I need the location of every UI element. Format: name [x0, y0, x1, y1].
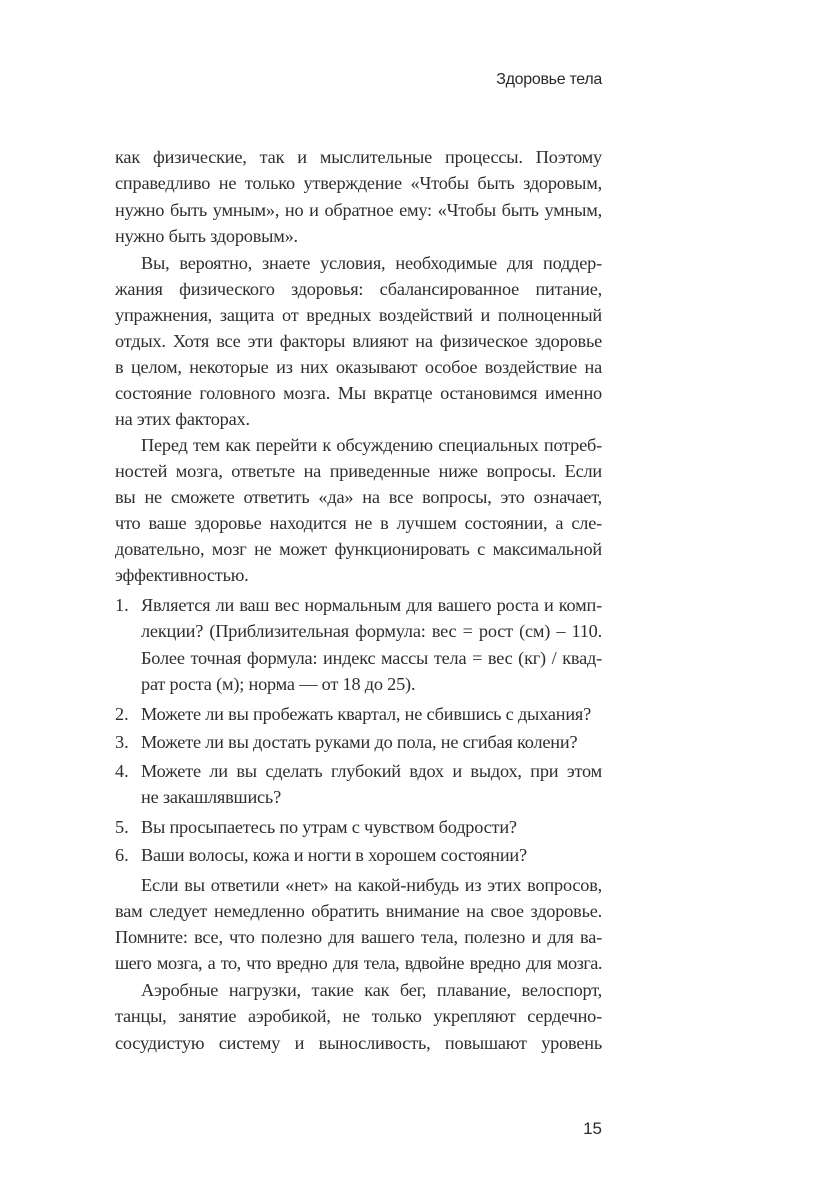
text-line: нужно быть здоровым».: [115, 226, 298, 246]
list-number: 4.: [115, 761, 129, 781]
text-line: вам следует немедленно обратить внимание на свое здоровье.: [115, 901, 602, 921]
text-line: Перед тем как перейти к обсуждению специальных потреб-: [141, 435, 602, 455]
text-line: шего мозга, а то, что вредно для тела, вдвойне вредно для мозга.: [115, 953, 602, 973]
text-line: Можете ли вы пробежать квартал, не сбившись с дыхания?: [141, 704, 592, 724]
text-line: справедливо не только утверждение «Чтобы быть здоровым,: [115, 173, 602, 193]
text-line: лекции? (Приблизительная формула: вес = рост (см) – 110.: [141, 621, 602, 641]
running-header: Здоровье тела: [496, 71, 602, 88]
text-line: сосудистую систему и выносливость, повышают уровень: [115, 1033, 602, 1053]
list-number: 5.: [115, 817, 129, 837]
text-line: Более точная формула: индекс массы тела = вес (кг) / квад-: [141, 648, 602, 668]
text-line: Ваши волосы, кожа и ногти в хорошем состоянии?: [141, 845, 527, 865]
text-line: Вы просыпаетесь по утрам с чувством бодрости?: [141, 817, 517, 837]
text-line: Аэробные нагрузки, такие как бег, плавание, велоспорт,: [141, 980, 602, 1000]
text-line: в целом, некоторые из них оказывают особое воздействие на: [115, 357, 602, 377]
text-line: Помните: все, что полезно для вашего тела, полезно и для ва-: [115, 927, 602, 947]
text-line: на этих факторах.: [115, 409, 250, 429]
text-line: Можете ли вы сделать глубокий вдох и выдох, при этом: [141, 761, 602, 781]
text-line: вы не сможете ответить «да» на все вопросы, это означает,: [115, 487, 602, 507]
text-line: ностей мозга, ответьте на приведенные ниже вопросы. Если: [115, 461, 602, 481]
text-line: нужно быть умным», но и обратное ему: «Чтобы быть умным,: [115, 200, 602, 220]
text-line: Если вы ответили «нет» на какой-нибудь из этих вопросов,: [141, 875, 602, 895]
text-line: отдых. Хотя все эти факторы влияют на физическое здоровье: [115, 331, 602, 351]
list-number: 2.: [115, 704, 129, 724]
text-line: Можете ли вы достать руками до пола, не сгибая колени?: [141, 732, 578, 752]
list-number: 6.: [115, 845, 129, 865]
text-line: эффективностью.: [115, 565, 249, 585]
text-line: довательно, мозг не может функционировать с максимальной: [115, 539, 602, 559]
text-line: как физические, так и мыслительные процессы. Поэтому: [115, 147, 602, 167]
list-number: 1.: [115, 595, 129, 615]
text-line: рат роста (м); норма — от 18 до 25).: [141, 674, 416, 694]
list-number: 3.: [115, 732, 129, 752]
text-line: танцы, занятие аэробикой, не только укрепляют сердечно-: [115, 1006, 602, 1026]
page-number: 15: [583, 1119, 602, 1138]
text-line: Является ли ваш вес нормальным для вашего роста и комп-: [141, 595, 602, 615]
text-line: что ваше здоровье находится не в лучшем состоянии, а сле-: [115, 513, 602, 533]
text-line: Вы, вероятно, знаете условия, необходимые для поддер-: [141, 253, 602, 273]
text-line: не закашлявшись?: [141, 787, 281, 807]
text-line: жания физического здоровья: сбалансированное питание,: [115, 279, 602, 299]
text-line: состояние головного мозга. Мы вкратце остановимся именно: [115, 383, 602, 403]
text-line: упражнения, защита от вредных воздействий и полноценный: [115, 305, 602, 325]
